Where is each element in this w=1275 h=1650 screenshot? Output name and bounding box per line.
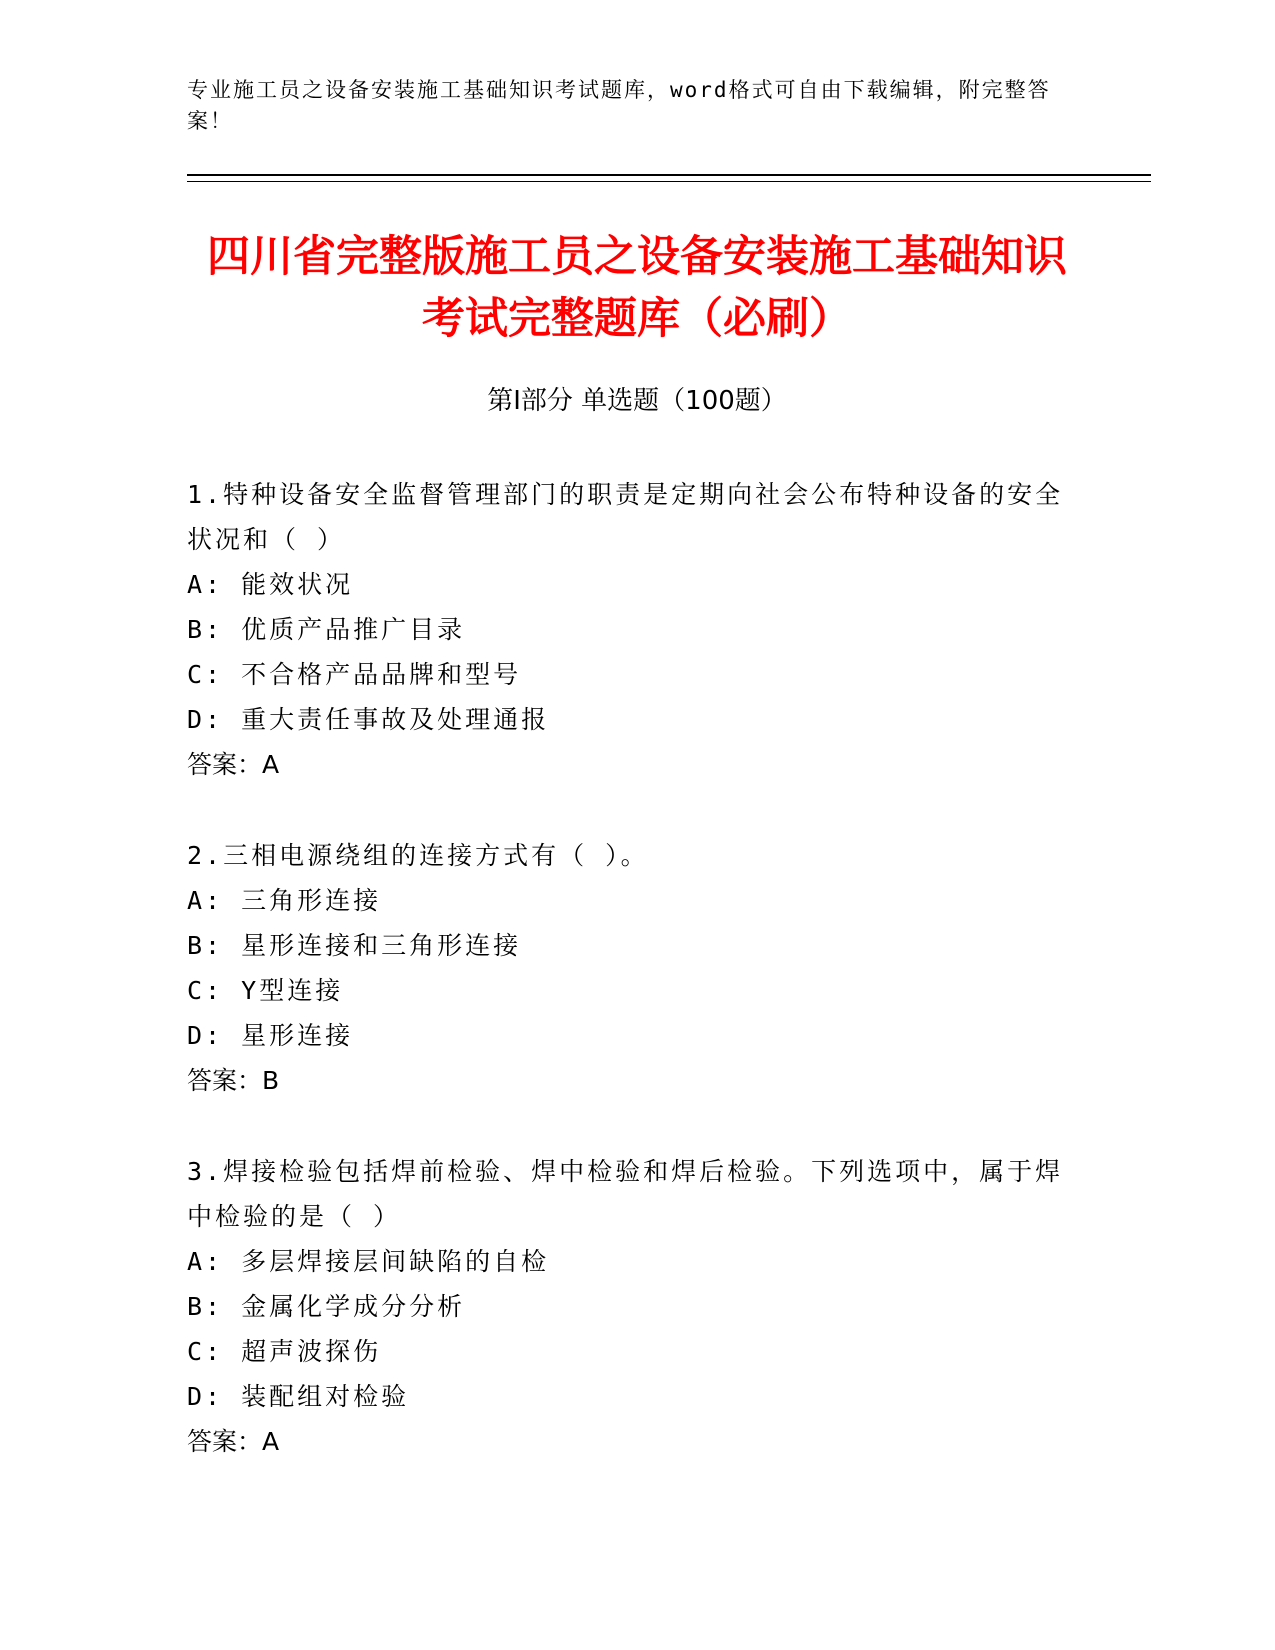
- option-c: C: 超声波探伤: [187, 1337, 382, 1366]
- question-item: [187, 833, 1067, 1103]
- option-c: C: 不合格产品品牌和型号: [187, 660, 522, 689]
- option-a: A: 多层焊接层间缺陷的自检: [187, 1247, 550, 1276]
- header-divider-thin: [187, 181, 1151, 182]
- answer-line: 答案：A: [187, 750, 280, 779]
- answer-line: 答案：A: [187, 1427, 280, 1456]
- question-stem: 2.三相电源绕组的连接方式有（ ）。: [187, 841, 649, 870]
- option-d: D: 重大责任事故及处理通报: [187, 705, 550, 734]
- section-heading: 第I部分 单选题（100题）: [487, 386, 787, 416]
- document-title: 四川省完整版施工员之设备安装施工基础知识考试完整题库（必刷）: [207, 232, 1067, 344]
- option-c: C: Y型连接: [187, 976, 344, 1005]
- option-d: D: 星形连接: [187, 1021, 354, 1050]
- header-note: 专业施工员之设备安装施工基础知识考试题库，word格式可自由下载编辑，附完整答案！: [187, 78, 1051, 133]
- answer-line: 答案：B: [187, 1066, 280, 1095]
- question-stem: 3.焊接检验包括焊前检验、焊中检验和焊后检验。下列选项中，属于焊中检验的是（ ）: [187, 1157, 1064, 1231]
- question-item: [187, 1149, 1067, 1464]
- option-b: B: 星形连接和三角形连接: [187, 931, 522, 960]
- option-a: A: 能效状况: [187, 570, 354, 599]
- question-item: [187, 472, 1067, 787]
- option-d: D: 装配组对检验: [187, 1382, 410, 1411]
- question-stem: 1.特种设备安全监督管理部门的职责是定期向社会公布特种设备的安全状况和（ ）: [187, 480, 1064, 554]
- question-list: [187, 472, 1067, 1510]
- header-divider-thick: [187, 174, 1151, 176]
- option-b: B: 优质产品推广目录: [187, 615, 466, 644]
- option-a: A: 三角形连接: [187, 886, 382, 915]
- option-b: B: 金属化学成分分析: [187, 1292, 466, 1321]
